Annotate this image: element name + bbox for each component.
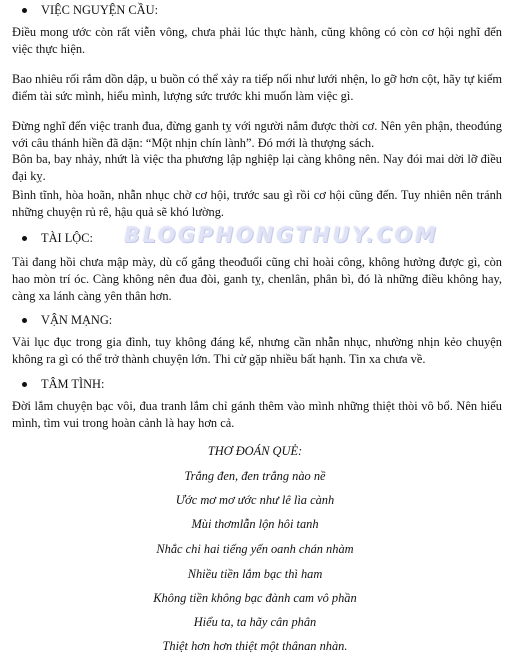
- bullet-icon: [22, 236, 27, 241]
- paragraph: Bôn ba, bay nhảy, nhứt là việc tha phương lập nghiệp lại càng không nên. Nay đói mai dời lỡ điều đại kỵ.: [12, 152, 502, 183]
- bullet-icon: [22, 8, 27, 13]
- heading-text: TÂM TÌNH:: [41, 377, 105, 391]
- paragraph: Điều mong ước còn rất viễn vông, chưa phải lúc thực hành, cũng không có còn cơ hội nghĩ đến việc thực hiện.: [12, 25, 502, 56]
- poem-line: Nhắc chi hai tiếng yến oanh chán nhàm: [156, 542, 354, 556]
- poem-line: Thiệt hơn hơn thiệt một thânan nhàn.: [162, 639, 348, 653]
- poem-line: Ước mơ mơ ước như lê lìa cành: [175, 493, 335, 507]
- poem-line: Nhiều tiền lắm bạc thì ham: [187, 567, 323, 581]
- paragraph: Đời lắm chuyện bạc vôi, đua tranh lắm chỉ gánh thêm vào mình những thiệt thòi vô bổ. Nên hiểu mình, tìm vui trong hoàn cảnh là hay hơn cả.: [12, 399, 502, 430]
- poem-line: Không tiền không bạc đành cam vô phần: [153, 591, 357, 605]
- paragraph: Tài đang hồi chưa mập mày, dù cố gắng theođuổi cũng chỉ hoài công, không hưởng được gì, còn hao mòn trí óc. Càng không nên đua đòi, ganh tỵ, chenlân, phân bì, đó là những điều không hay, càng xa lánh càng yên thân hơn.: [12, 255, 502, 303]
- paragraph: Bao nhiêu rối rắm dồn dập, u buồn có thể xảy ra tiếp nối như lưới nhện, lo gỡ hơn cột, hãy tự kiểm điểm tài sức mình, hiểu mình, lượng sức trước khi muốn làm việc gì.: [12, 72, 502, 103]
- bullet-icon: [22, 382, 27, 387]
- bullet-icon: [22, 318, 27, 323]
- poem-title: THƠ ĐOÁN QUẺ:: [207, 444, 303, 458]
- section-heading-tam-tinh: [22, 376, 104, 393]
- section-heading-viec-nguyen-cau: [22, 2, 158, 19]
- section-heading-van-mang: [22, 312, 112, 329]
- heading-text: VIỆC NGUYỆN CẦU:: [41, 3, 159, 17]
- poem-line: Trắng đen, đen trắng nào nề: [184, 469, 326, 483]
- poem-line: Mùi thơmlẫn lộn hôi tanh: [191, 517, 319, 531]
- poem-line: Hiểu ta, ta hãy cân phân: [193, 615, 317, 629]
- section-heading-tai-loc: [22, 230, 93, 247]
- paragraph: Vài lục đục trong gia đình, tuy không đáng kể, nhưng cần nhẫn nhục, nhường nhịn kẻo chuyện không ra gì có thể trở thành chuyện lớn. Thi cử gặp nhiều bất hạnh. Tin xa chưa về.: [12, 335, 502, 366]
- watermark: BLOGPHONGTHUY.COM: [124, 223, 439, 247]
- paragraph: Đừng nghĩ đến việc tranh đua, đừng ganh tỵ với người nắm được thời cơ. Nên yên phận, theođúng với câu thánh hiền đã dặn: “Một nhịn chín lành”. Đó mới là thượng sách.: [12, 119, 502, 150]
- heading-text: TÀI LỘC:: [41, 231, 93, 245]
- paragraph: Bình tĩnh, hòa hoãn, nhẫn nhục chờ cơ hội, trước sau gì rồi cơ hội cũng đến. Tuy nhiên nên tránh những chuyện rủ rê, hậu quả sẽ khó lường.: [12, 188, 502, 219]
- heading-text: VẬN MẠNG:: [41, 313, 113, 327]
